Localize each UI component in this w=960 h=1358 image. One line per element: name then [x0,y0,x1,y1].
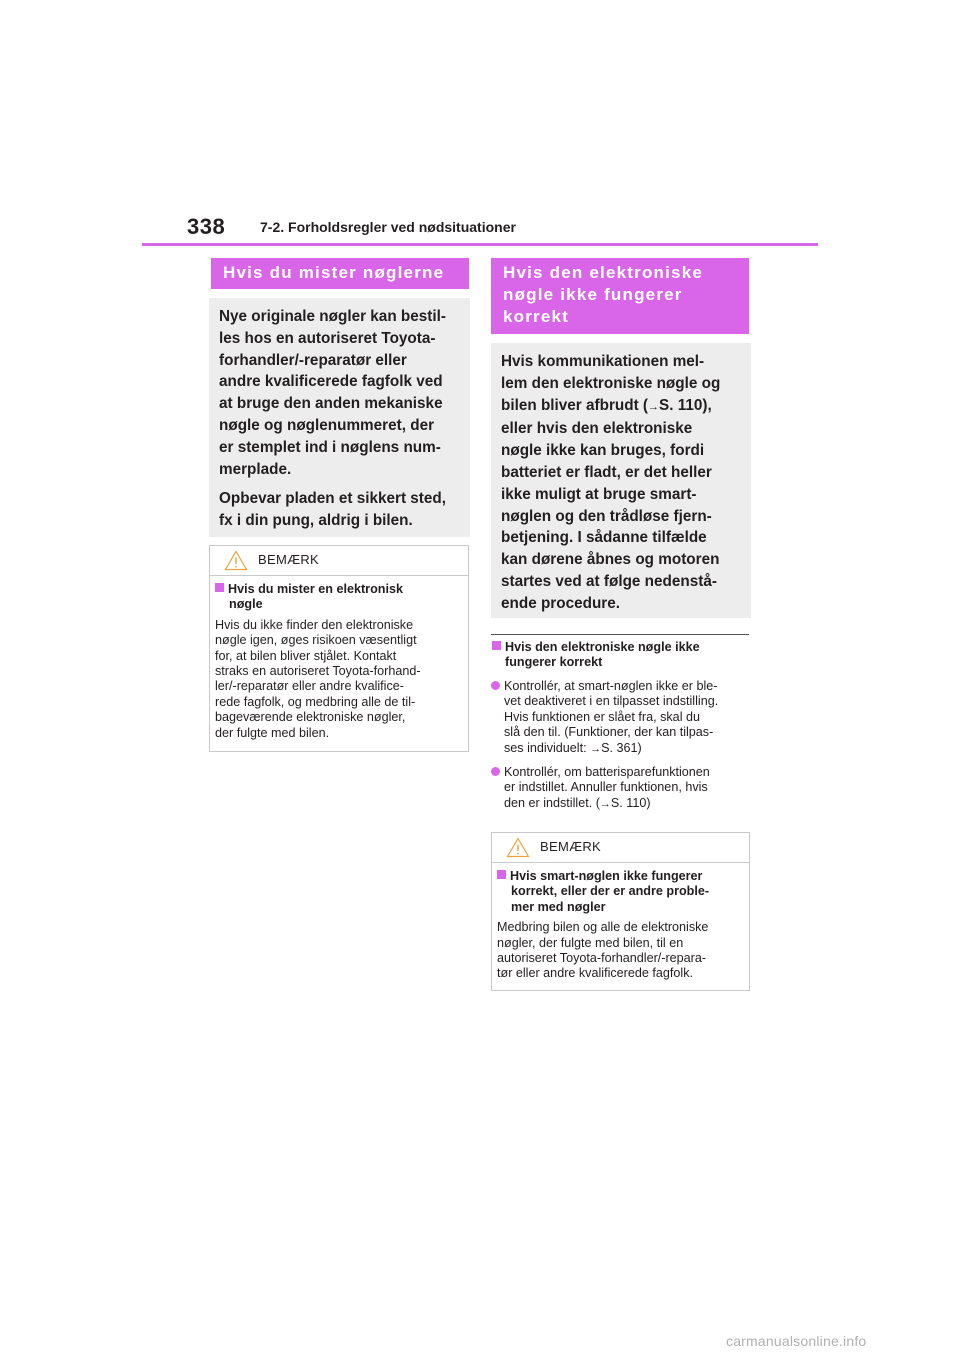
intro-paragraph: Hvis kommunikationen mel- lem den elektroniske nøgle og bilen bliver afbrudt (→S. 110), eller hvis den elektroniske nøgle ikke kan bruges, fordi batteriet er fladt, er det heller ikke muligt at bruge smart- nøglen og den trådløse fjern- betjening. I sådanne tilfælde kan dørene åbnes og motoren startes ved at følge nedenstå- ende procedure. [501,353,721,612]
heading-lost-keys [211,258,469,289]
bullet-item-smart-key: Kontrollér, at smart-nøglen ikke er ble- vet deaktiveret i en tilpasset indstilling. Hvis funktionen er slået fra, skal du slå den til. (Funktioner, der kan tilpas- ses individuelt: →S. 361) [491,679,749,757]
subsection-rule [491,634,749,635]
key-malfunction-intro [491,343,751,618]
note-box-lost-key [209,545,469,752]
note-text: Medbring bilen og alle de elektroniske nøgler, der fulgte med bilen, til en autoriseret Toyota-forhandler/-repara- tør eller andre kvalificerede fagfolk. [497,920,709,981]
page-reference[interactable]: S. 110) [610,795,651,810]
bullet-item-battery-saver: Kontrollér, om batterisparefunktionen er indstillet. Annuller funktionen, hvis den er indstillet. (→S. 110) [491,765,749,812]
watermark: carmanualsonline.info [726,1333,867,1349]
intro-line: andre kvalificerede fagfolk ved [219,373,443,391]
square-bullet-icon [215,583,224,592]
page-reference[interactable]: S. 361) [601,740,642,755]
note-subheading: Hvis du mister en elektronisk nøgle [215,582,462,613]
intro-line: Opbevar pladen et sikkert sted, [219,490,446,508]
header-rule [142,243,818,246]
intro-line: fx i din pung, aldrig i bilen. [219,512,413,530]
square-bullet-icon [497,870,506,879]
note-body [210,576,468,747]
arrow-right-icon: → [648,400,660,413]
bullet-dot-icon [491,681,500,690]
note-header [210,546,468,576]
intro-line: les hos en autoriseret Toyota- [219,329,436,347]
note-box-smart-key [491,832,750,991]
note-body [492,863,749,988]
note-label: BEMÆRK [540,839,602,854]
intro-paragraph-1 [219,306,460,480]
intro-line: nøgle og nøglenummeret, der [219,416,435,434]
heading-key-malfunction: Hvis den elektroniske nøgle ikke fungerer korrekt [491,258,749,334]
intro-paragraph-2 [219,488,460,532]
heading-lost-keys-text: Hvis du mister nøglerne [223,263,445,282]
note-text: Hvis du ikke finder den elektroniske nøgle igen, øges risikoen væsentligt for, at bilen bliver stjålet. Kontakt straks en autoriseret Toyota-forhand- ler/-reparatør eller andre kvalifice- rede fagfolk, og medbring alle de til- bageværende elektroniske nøgler, der fulgte med bilen. [215,617,421,740]
note-subheading: Hvis smart-nøglen ikke fungerer korrekt, eller der er andre proble- mer med nøgler [497,869,743,915]
page-number: 338 [187,214,226,239]
intro-line: Nye originale nøgler kan bestil- [219,308,446,325]
bullet-dot-icon [491,767,500,776]
arrow-right-icon: → [590,742,602,755]
note-label: BEMÆRK [258,552,320,567]
intro-line: forhandler/-reparatør eller [219,351,407,369]
intro-line: merplade. [219,460,292,478]
note-header [492,833,749,863]
warning-triangle-icon [224,550,248,571]
subsection-heading: Hvis den elektroniske nøgle ikke fungerer korrekt [492,640,749,671]
lost-keys-intro [209,298,470,537]
intro-line: er stemplet ind i nøglens num- [219,438,441,456]
arrow-right-icon: → [599,797,611,810]
warning-triangle-icon [506,837,530,858]
page-reference[interactable]: S. 110), [659,396,712,414]
section-title: 7-2. Forholdsregler ved nødsituationer [260,219,516,235]
square-bullet-icon [492,641,501,650]
intro-line: at bruge den anden mekaniske [219,395,443,413]
